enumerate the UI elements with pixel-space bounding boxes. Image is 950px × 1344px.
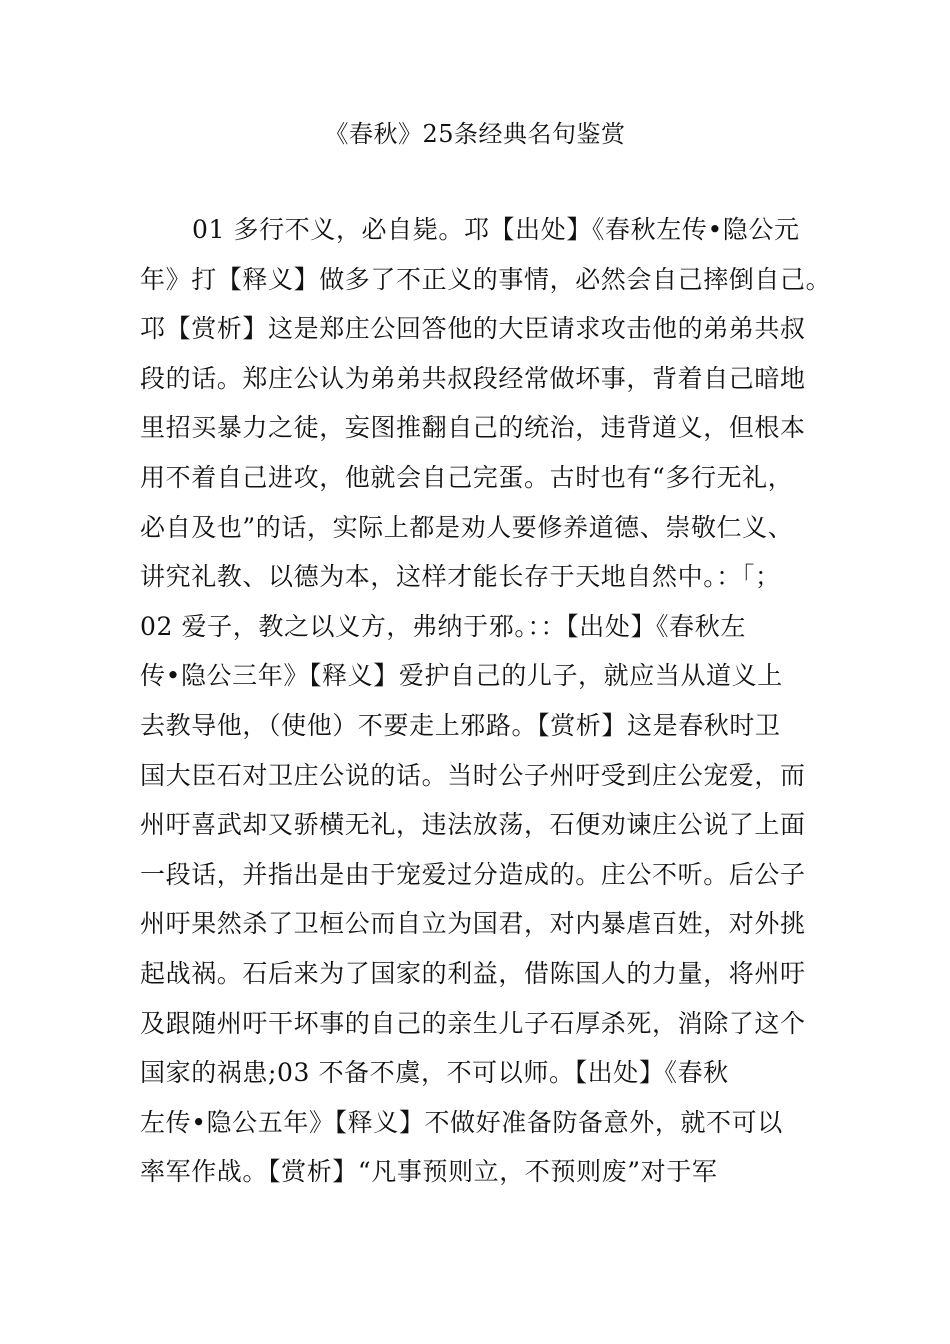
- text-line: 必自及也”的话，实际上都是劝人要修养道德、崇敬仁义、: [140, 512, 794, 542]
- text-line: 年》打【释义】做多了不正义的事情，必然会自己摔倒自己。: [140, 264, 832, 294]
- text-line: 讲究礼教、以德为本，这样才能长存于天地自然中。：「；: [140, 562, 781, 592]
- text-line: 去教导他，（使他）不要走上邪路。【赏析】这是春秋时卫: [140, 710, 781, 740]
- document-body: [140, 212, 830, 1204]
- text-line: 起战祸。石后来为了国家的利益，借陈国人的力量，将州吁: [140, 958, 806, 988]
- text-line: 左传•隐公五年》【释义】不做好准备防备意外，就不可以: [140, 1107, 783, 1137]
- text-line: 用不着自己进攻，他就会自己完蛋。古时也有“多行无礼，: [140, 462, 794, 492]
- text-line: 里招买暴力之徒，妄图推翻自己的统治，违背道义，但根本: [140, 413, 806, 443]
- text-line: 率军作战。【赏析】“凡事预则立，不预则废”对于军: [140, 1157, 718, 1187]
- text-line: 州吁果然杀了卫桓公而自立为国君，对内暴虐百姓，对外挑: [140, 909, 806, 939]
- text-line: 邛【赏析】这是郑庄公回答他的大臣请求攻击他的弟弟共叔: [140, 314, 806, 344]
- text-line: 国大臣石对卫庄公说的话。当时公子州吁受到庄公宠爱，而: [140, 760, 806, 790]
- text-line: 州吁喜武却又骄横无礼，违法放荡，石便劝谏庄公说了上面: [140, 810, 806, 840]
- document-title: 《春秋》25条经典名句鉴赏: [324, 120, 626, 148]
- text-line: 01 多行不义，必自毙。邛【出处】《春秋左传•隐公元: [192, 215, 800, 244]
- text-line: 一段话，并指出是由于宠爱过分造成的。庄公不听。后公子: [140, 859, 806, 889]
- text-line: 及跟随州吁干坏事的自己的亲生儿子石厚杀死，消除了这个: [140, 1008, 806, 1038]
- text-line: 段的话。郑庄公认为弟弟共叔段经常做坏事，背着自己暗地: [140, 363, 806, 393]
- text-line: 02 爱子，教之以义方，弗纳于邪。：：【出处】《春秋左: [140, 611, 746, 641]
- text-line: 传•隐公三年》【释义】爱护自己的儿子，就应当从道义上: [140, 661, 783, 691]
- text-line: 国家的祸患;03 不备不虞，不可以师。【出处】《春秋: [140, 1058, 729, 1088]
